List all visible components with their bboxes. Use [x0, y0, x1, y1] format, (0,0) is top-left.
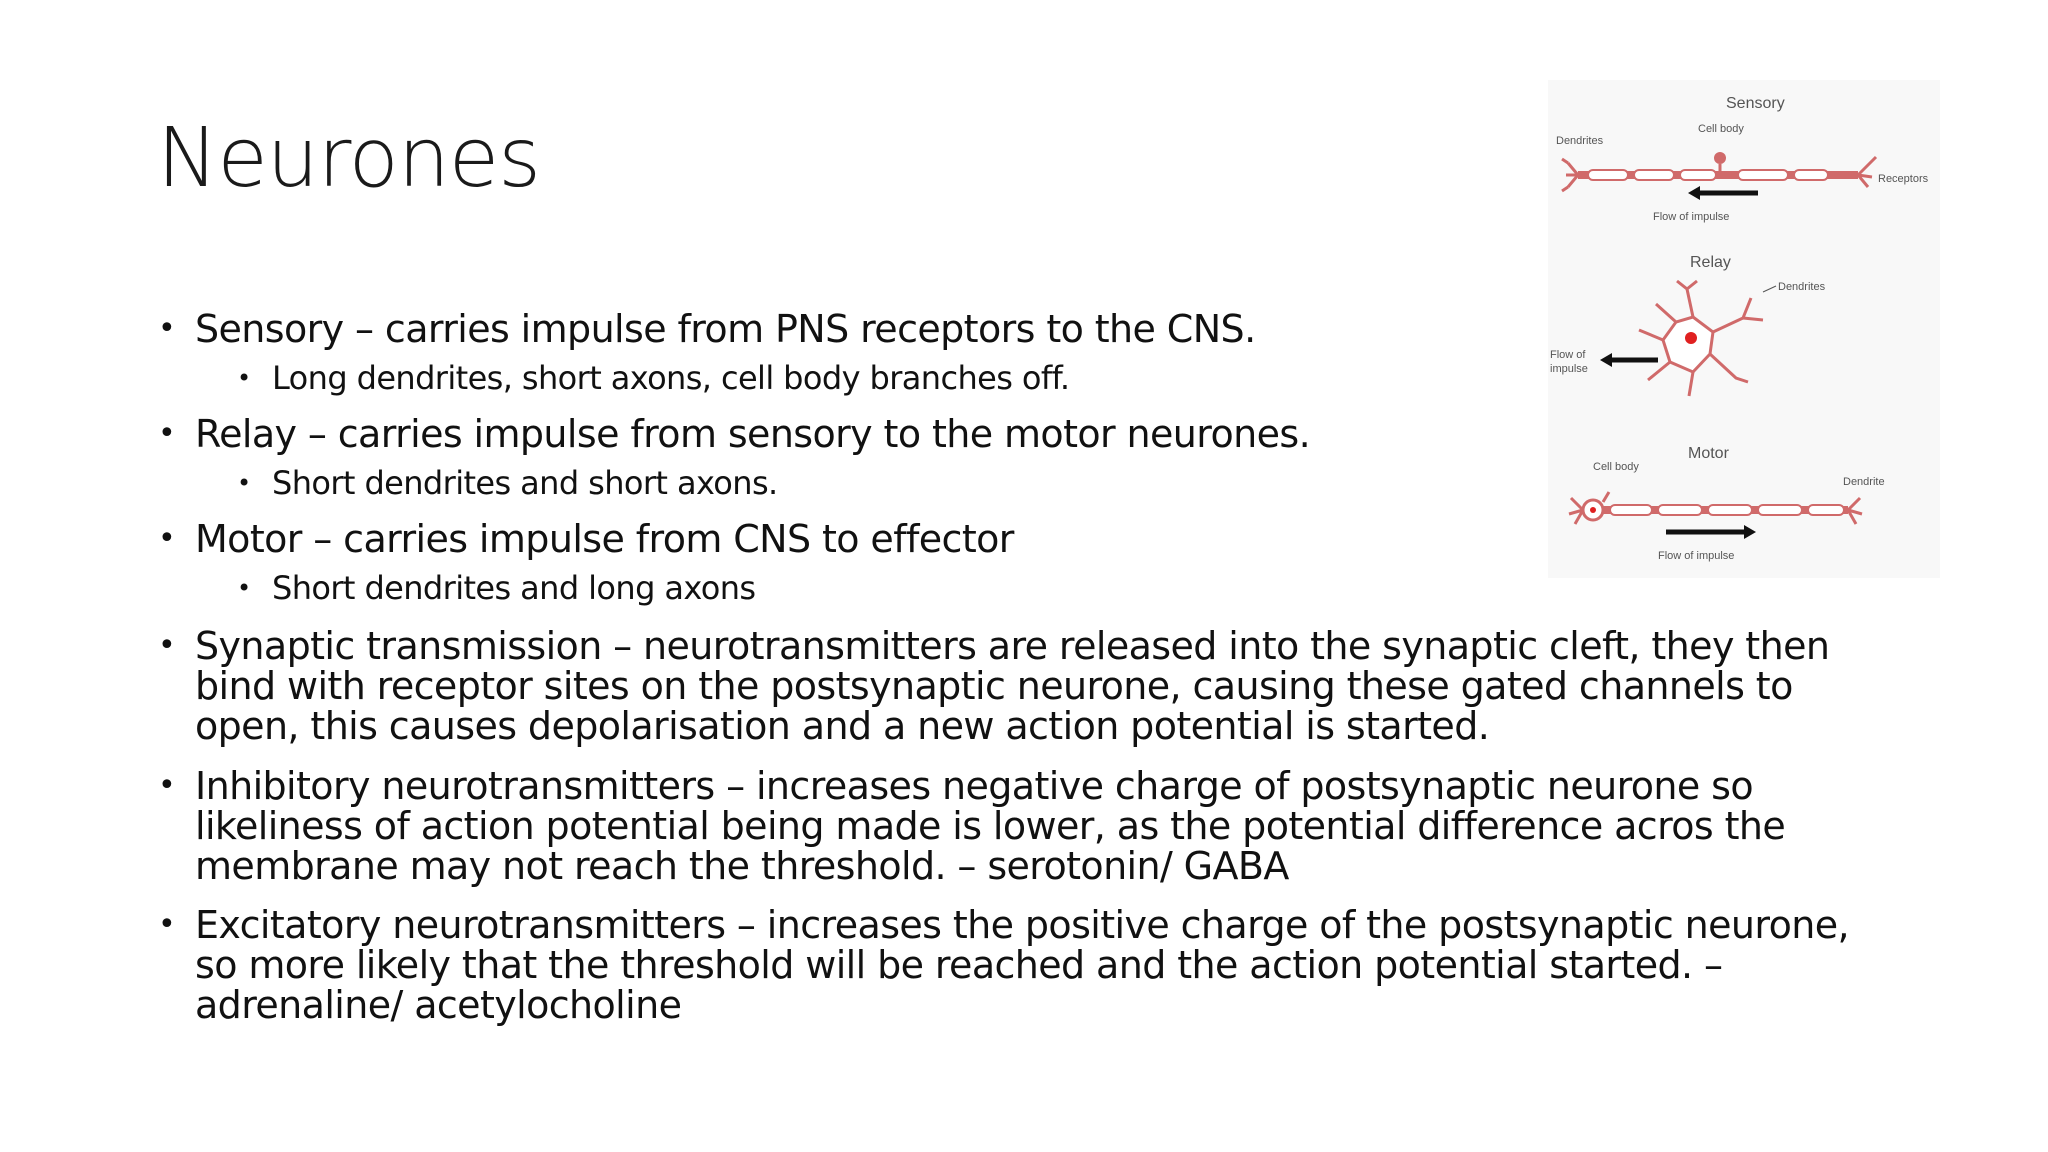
bullet-inhibitory [158, 764, 1786, 888]
bullet-dot: • [158, 416, 176, 451]
bullet-text: Sensory – carries impulse from PNS receptors to the CNS. [195, 307, 1256, 351]
bullet-line: adrenaline/ acetylocholine [195, 983, 682, 1027]
neurone-diagram [1548, 80, 1940, 578]
myelin-sheath [1680, 170, 1716, 180]
motor-end-plate [1848, 498, 1862, 524]
sub-bullet-dot: • [237, 364, 251, 392]
motor-dendrite-label: Dendrite [1843, 476, 1885, 488]
sensory-neurone [1556, 95, 1929, 223]
myelin-sheath [1808, 505, 1844, 515]
sub-bullet-motor [237, 569, 756, 607]
relay-cell-body [1663, 317, 1713, 372]
myelin-sheath [1634, 170, 1674, 180]
bullet-line: likeliness of action potential being made is lower, as the potential difference acros the [195, 804, 1786, 848]
sensory-dendrites-label: Dendrites [1556, 135, 1604, 147]
bullet-dot: • [158, 311, 176, 346]
bullet-dot: • [158, 628, 176, 663]
bullet-line: membrane may not reach the threshold. – serotonin/ GABA [195, 844, 1289, 888]
sensory-receptors [1858, 157, 1876, 187]
arrow-head [1688, 186, 1700, 200]
myelin-sheath [1738, 170, 1788, 180]
myelin-sheath [1794, 170, 1828, 180]
bullet-excitatory [158, 903, 1849, 1027]
bullet-line: Excitatory neurotransmitters – increases the positive charge of the postsynaptic neurone, [195, 903, 1849, 947]
sensory-dendrites [1562, 159, 1578, 191]
bullet-line: so more likely that the threshold will be reached and the action potential started. – [195, 943, 1723, 987]
sub-bullet-text: Short dendrites and long axons [272, 569, 756, 607]
sub-bullet-dot: • [237, 469, 251, 497]
arrow-head [1744, 525, 1756, 539]
sub-bullet-relay [237, 464, 778, 502]
arrow-head [1600, 353, 1612, 367]
bullet-motor [158, 517, 1014, 561]
motor-nucleus [1590, 507, 1596, 513]
bullet-dot: • [158, 768, 176, 803]
sub-bullet-sensory [237, 359, 1070, 397]
myelin-sheath [1588, 170, 1628, 180]
bullet-text: Relay – carries impulse from sensory to the motor neurones. [195, 412, 1311, 456]
bullet-dot: • [158, 907, 176, 942]
sub-bullet-text: Short dendrites and short axons. [272, 464, 778, 502]
bullet-line: Inhibitory neurotransmitters – increases negative charge of postsynaptic neurone so [195, 764, 1754, 808]
sub-bullet-text: Long dendrites, short axons, cell body branches off. [272, 359, 1070, 397]
bullet-line: open, this causes depolarisation and a new action potential is started. [195, 704, 1490, 748]
bullet-relay [158, 412, 1311, 456]
sensory-cell-body-label: Cell body [1698, 123, 1744, 135]
bullet-dot: • [158, 521, 176, 556]
relay-flow-label-2: impulse [1550, 363, 1588, 375]
relay-flow-label-1: Flow of [1550, 349, 1586, 361]
relay-title: Relay [1690, 254, 1731, 271]
label-pointer [1763, 286, 1776, 292]
bullet-line: Synaptic transmission – neurotransmitters are released into the synaptic cleft, they then [195, 624, 1830, 668]
motor-flow-label: Flow of impulse [1658, 550, 1735, 562]
bullet-synaptic-transmission [158, 624, 1830, 748]
myelin-sheath [1658, 505, 1702, 515]
neurone-types-figure [1548, 80, 1940, 578]
motor-neurone [1569, 445, 1885, 562]
relay-nucleus [1685, 332, 1697, 344]
sensory-cell-body [1714, 152, 1726, 164]
bullet-sensory [158, 307, 1256, 351]
sensory-title: Sensory [1726, 95, 1785, 112]
motor-cell-body-label: Cell body [1593, 461, 1639, 473]
bullet-text: Motor – carries impulse from CNS to effector [195, 517, 1014, 561]
motor-title: Motor [1688, 445, 1729, 462]
bullet-line: bind with receptor sites on the postsynaptic neurone, causing these gated channels to [195, 664, 1793, 708]
myelin-sheath [1610, 505, 1652, 515]
slide-title: Neurones [157, 111, 540, 206]
sensory-receptors-label: Receptors [1878, 173, 1929, 185]
myelin-sheath [1758, 505, 1802, 515]
relay-neurone [1550, 254, 1826, 396]
relay-dendrites-label: Dendrites [1778, 281, 1826, 293]
sub-bullet-dot: • [237, 574, 251, 602]
sensory-flow-label: Flow of impulse [1653, 211, 1730, 223]
myelin-sheath [1708, 505, 1752, 515]
